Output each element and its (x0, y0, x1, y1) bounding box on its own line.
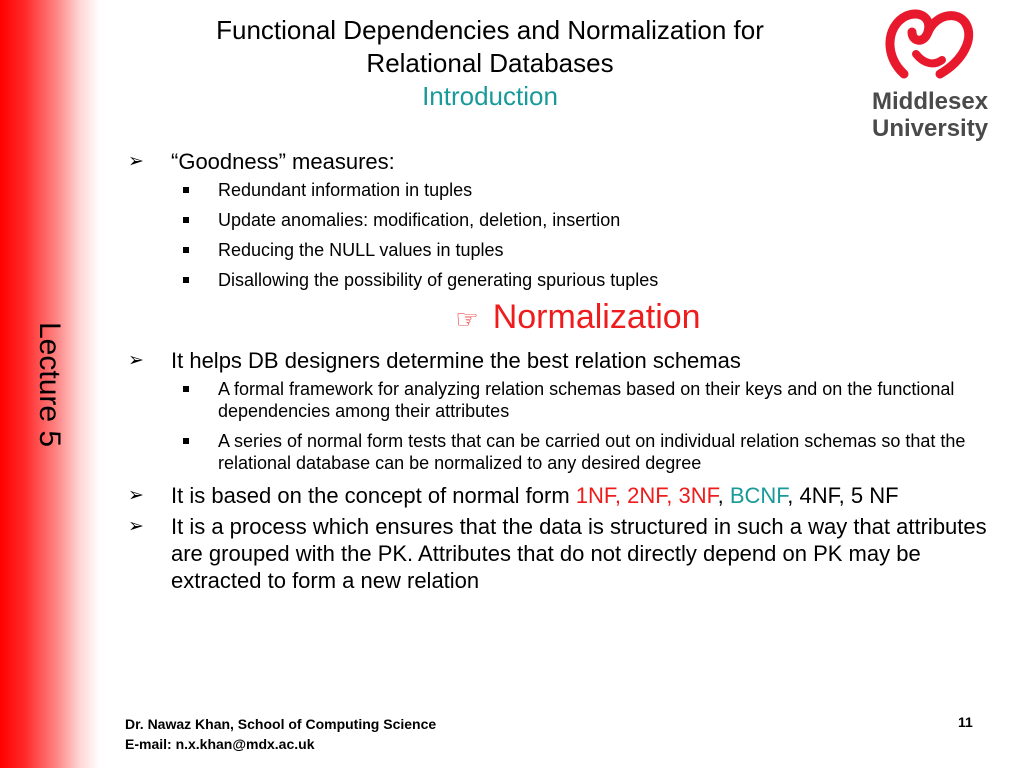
title-subtitle: Introduction (422, 81, 558, 111)
list-item: Reducing the NULL values in tuples (128, 239, 988, 261)
list-item: A series of normal form tests that can be carried out on individual relation schemas so that the relational database can be normalized to any desired degree (128, 430, 988, 474)
list-item: Redundant information in tuples (128, 179, 988, 201)
helps-bullet: ➢ It helps DB designers determine the best relation schemas (128, 348, 741, 373)
arrowhead-bullet-icon: ➢ (128, 516, 144, 537)
title-line-2: Relational Databases (366, 48, 614, 78)
goodness-bullet: ➢ “Goodness” measures: (128, 149, 395, 174)
process-bullet: ➢ It is a process which ensures that the data is structured in such a way that attributes are grouped with the PK. Attributes that do not directly depend on PK may be extracted to form a new relation (128, 514, 987, 593)
bcnf-text: BCNF (729, 483, 788, 508)
square-bullet-icon (183, 277, 189, 283)
square-bullet-icon (183, 187, 189, 193)
list-item: A formal framework for analyzing relation schemas based on their keys and on the functional dependencies among their attributes (128, 378, 988, 422)
footer-credit: Dr. Nawaz Khan, School of Computing Science E-mail: n.x.khan@mdx.ac.uk (125, 716, 437, 752)
slide-title (125, 14, 855, 113)
nf-red-text: 1NF, 2NF, 3NF (575, 483, 718, 508)
pointing-hand-icon: ☞ (455, 304, 479, 334)
logo-wordmark: Middlesex University (872, 88, 989, 142)
title-line-1: Functional Dependencies and Normalization for (216, 15, 764, 45)
list-item: Update anomalies: modification, deletion, insertion (128, 209, 988, 231)
square-bullet-icon (183, 386, 189, 392)
arrowhead-bullet-icon: ➢ (128, 151, 144, 172)
page-number: 11 (958, 714, 973, 730)
slide-content (128, 148, 988, 598)
arrowhead-bullet-icon: ➢ (128, 485, 144, 506)
square-bullet-icon (183, 247, 189, 253)
list-item: Disallowing the possibility of generating spurious tuples (128, 269, 988, 291)
lecture-label: Lecture 5 (33, 322, 66, 448)
arrowhead-bullet-icon: ➢ (128, 350, 144, 371)
university-logo (868, 4, 990, 144)
normalization-heading: ☞ Normalization (455, 298, 701, 336)
square-bullet-icon (183, 217, 189, 223)
normal-forms-bullet: ➢ It is based on the concept of normal form 1NF, 2NF, 3NF, BCNF, 4NF, 5 NF (128, 483, 899, 508)
square-bullet-icon (183, 438, 189, 444)
middlesex-emblem-icon (876, 4, 976, 86)
